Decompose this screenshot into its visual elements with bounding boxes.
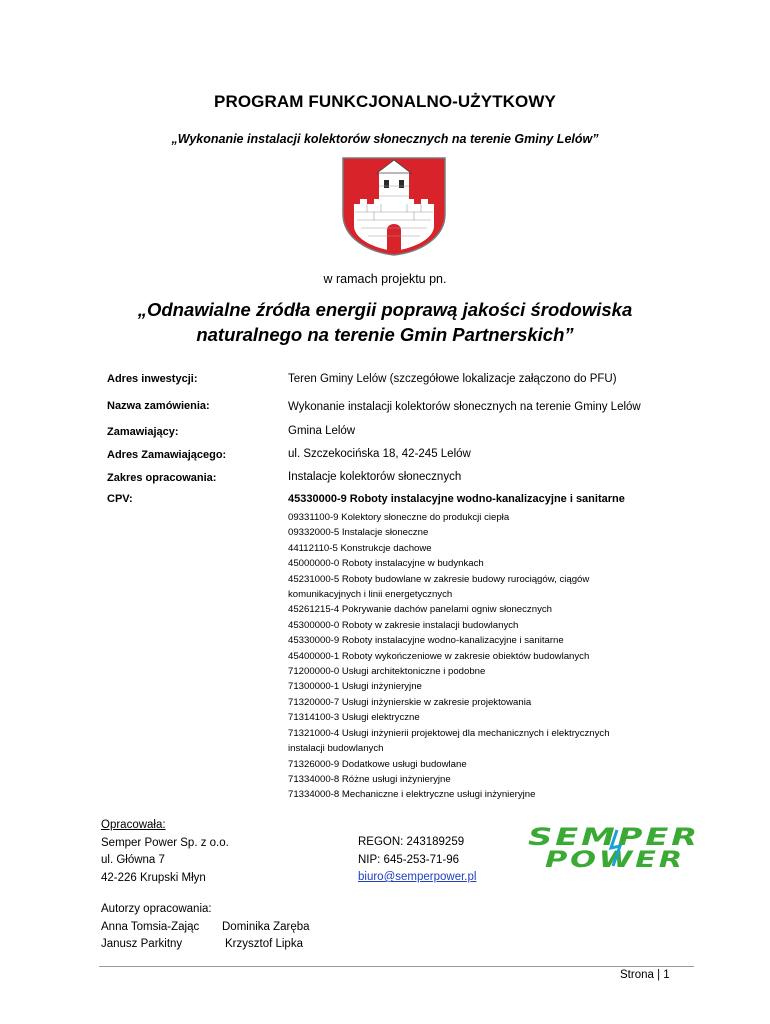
cpv-item: 71334000-8 Różne usługi inżynieryjne [288,773,451,785]
company-city: 42-226 Krupski Młyn [101,871,206,884]
author-name: Anna Tomsia-Zając [101,921,200,933]
info-label-client: Zamawiający: [107,426,179,438]
cpv-item: 09331100-9 Kolektory słoneczne do produkcji ciepła [288,512,510,523]
info-label-scope: Zakres opracowania: [107,472,217,484]
authors-title: Autorzy opracowania: [101,903,212,915]
prepared-label: Opracowała: [101,819,166,831]
info-value-client-address: ul. Szczekocińska 18, 42-245 Lelów [288,448,471,460]
author-name: Janusz Parkitny [101,938,183,950]
cpv-list [288,510,668,803]
cpv-item: 44112110-5 Konstrukcje dachowe [288,542,432,554]
project-name [0,297,770,347]
cpv-main-code: 45330000-9 Roboty instalacyjne wodno-kanalizacyjne i sanitarne [288,493,625,505]
logo-line2: POWER [545,848,685,870]
cpv-item: 09332000-5 Instalacje słoneczne [288,527,429,539]
semper-power-logo [525,824,703,870]
author-name: Dominika Zaręba [222,921,310,933]
footer-divider [99,966,694,967]
preparer-block [101,817,229,887]
cpv-item: 71320000-7 Usługi inżynierskie w zakresie projektowania [288,696,532,708]
company-street: ul. Główna 7 [101,854,165,866]
info-value-order-name: Wykonanie instalacji kolektorów słonecznych na terenie Gminy Lelów [288,401,641,413]
cpv-item: 71200000-0 Usługi architektoniczne i podobne [288,666,486,678]
logo-line1: SEMPER [528,824,700,851]
info-label-order-name: Nazwa zamówienia: [107,400,210,412]
info-value-address: Teren Gminy Lelów (szczegółowe lokalizacje załączono do PFU) [288,373,617,385]
cpv-item: 71334000-8 Mechaniczne i elektryczne usługi inżynieryjne [288,789,536,801]
info-value-scope: Instalacje kolektorów słonecznych [288,471,462,483]
project-name-line1: „Odnawialne źródła energii poprawą jakości środowiska [137,299,633,320]
cpv-item: 71321000-4 Usługi inżynierii projektowej dla mechanicznych i elektrycznych [288,727,610,739]
page-number: Strona | 1 [620,969,670,981]
cpv-item: 45400000-1 Roboty wykończeniowe w zakresie obiektów budowlanych [288,650,590,662]
company-name: Semper Power Sp. z o.o. [101,836,229,849]
cpv-item: 45261215-4 Pokrywanie dachów panelami ogniw słonecznych [288,604,552,616]
email-link[interactable]: biuro@semperpower.pl [358,871,477,883]
cpv-item: 45231000-5 Roboty budowlane w zakresie budowy rurociągów, ciągów [288,573,590,585]
info-label-client-address: Adres Zamawiającego: [107,449,227,461]
info-value-client: Gmina Lelów [288,425,356,437]
info-label-cpv: CPV: [107,493,133,505]
info-label-address: Adres inwestycji: [107,373,198,385]
author-name: Krzysztof Lipka [225,938,303,950]
cpv-item: komunikacyjnych i linii energetycznych [288,589,453,601]
regon: REGON: 243189259 [358,836,465,848]
cpv-item: 71300000-1 Usługi inżynieryjne [288,681,422,693]
document-subtitle: „Wykonanie instalacji kolektorów słonecznych na terenie Gminy Lelów” [171,132,599,146]
coat-of-arms-icon [340,156,448,256]
cpv-item: 71326000-9 Dodatkowe usługi budowlane [288,758,467,770]
cpv-item: instalacji budowlanych [288,743,384,755]
cpv-item: 45300000-0 Roboty w zakresie instalacji budowlanych [288,619,519,631]
project-intro: w ramach projektu pn. [323,272,447,286]
project-name-line2: naturalnego na terenie Gmin Partnerskich” [196,324,574,345]
company-ids-block [358,834,476,887]
cpv-item: 45000000-0 Roboty instalacyjne w budynkach [288,558,484,570]
cpv-item: 71314100-3 Usługi elektryczne [288,712,420,724]
document-title: PROGRAM FUNKCJONALNO-UŻYTKOWY [214,92,556,111]
nip: NIP: 645-253-71-96 [358,853,460,866]
cpv-item: 45330000-9 Roboty instalacyjne wodno-kanalizacyjne i sanitarne [288,635,564,647]
